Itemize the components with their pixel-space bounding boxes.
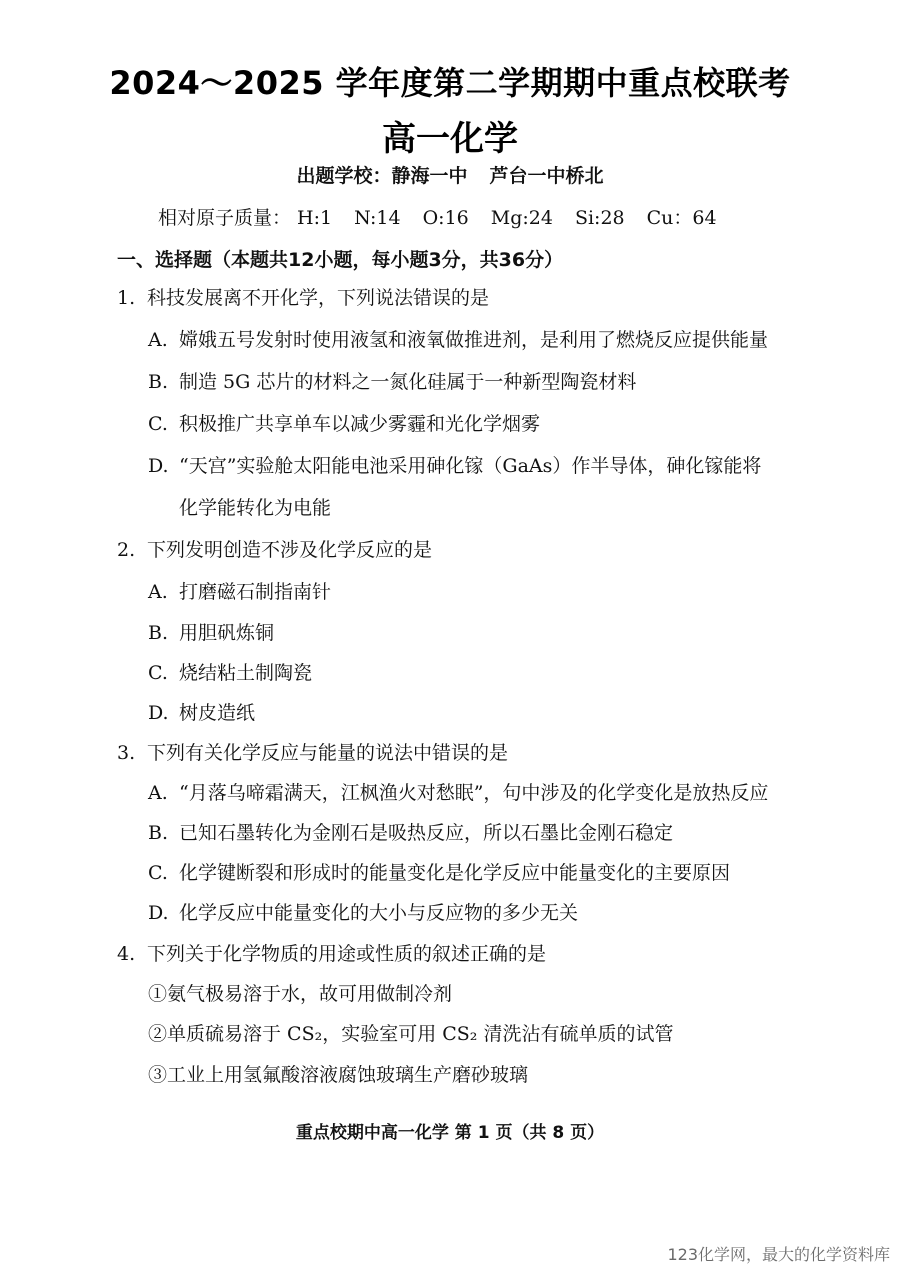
option-label: B. — [148, 622, 169, 644]
section-heading: 一、选择题（本题共12小题，每小题3分，共36分） — [117, 249, 564, 271]
option-continuation: 化学能转化为电能 — [179, 497, 332, 519]
option-label: C. — [148, 413, 168, 435]
question-stem — [117, 744, 508, 763]
option — [148, 373, 636, 392]
option-label: B. — [148, 822, 169, 844]
question-stem — [117, 289, 489, 308]
subject-title: 高一化学 — [382, 119, 518, 159]
question-stem — [117, 541, 432, 560]
atomic-mass-label: 相对原子质量： — [158, 207, 292, 229]
option-text: 打磨磁石制指南针 — [179, 581, 332, 603]
option-label: D. — [148, 902, 169, 924]
atomic-mass-item: Cu：64 — [646, 207, 717, 229]
option-label: C. — [148, 862, 168, 884]
option — [148, 664, 312, 683]
atomic-mass-item: Mg:24 — [490, 207, 553, 229]
option — [148, 864, 730, 883]
option-text: “天宫”实验舱太阳能电池采用砷化镓（GaAs）作半导体，砷化镓能将 — [179, 455, 762, 477]
option-text: 已知石墨转化为金刚石是吸热反应，所以石墨比金刚石稳定 — [179, 822, 674, 844]
site-watermark: 123化学网，最大的化学资料库 — [667, 1245, 890, 1264]
option-text: 制造 5G 芯片的材料之一氮化硅属于一种新型陶瓷材料 — [179, 371, 637, 393]
question-number: 3. — [117, 742, 136, 764]
setter-school-1: 出题学校：静海一中 — [296, 165, 468, 187]
option-label: A. — [148, 329, 168, 351]
option — [148, 824, 673, 843]
option — [148, 457, 761, 476]
question-text: 科技发展离不开化学，下列说法错误的是 — [147, 287, 490, 309]
atomic-mass-item: Si:28 — [574, 207, 625, 229]
question-number: 4. — [117, 943, 136, 965]
option — [148, 704, 255, 723]
option-label: B. — [148, 371, 169, 393]
statement: ③工业上用氢氟酸溶液腐蚀玻璃生产磨砂玻璃 — [148, 1064, 529, 1086]
option-text: 树皮造纸 — [179, 702, 256, 724]
option-label: A. — [148, 782, 168, 804]
option-label: C. — [148, 662, 168, 684]
atomic-mass-item: N:14 — [354, 207, 401, 229]
option-label: D. — [148, 702, 169, 724]
option-text: “月落乌啼霜满天，江枫渔火对愁眠”，句中涉及的化学变化是放热反应 — [179, 782, 769, 804]
option-label: D. — [148, 455, 169, 477]
question-text: 下列关于化学物质的用途或性质的叙述正确的是 — [147, 943, 547, 965]
option-text: 化学键断裂和形成时的能量变化是化学反应中能量变化的主要原因 — [179, 862, 731, 884]
option-text: 烧结粘土制陶瓷 — [179, 662, 313, 684]
atomic-mass-line — [158, 203, 717, 230]
statement: ②单质硫易溶于 CS₂，实验室可用 CS₂ 清洗沾有硫单质的试管 — [148, 1023, 674, 1045]
option — [148, 784, 768, 803]
question-number: 2. — [117, 539, 136, 561]
option-label: A. — [148, 581, 168, 603]
question-text: 下列有关化学反应与能量的说法中错误的是 — [147, 742, 509, 764]
question-number: 1. — [117, 287, 136, 309]
page-footer: 重点校期中高一化学 第 1 页（共 8 页） — [295, 1123, 605, 1143]
atomic-mass-item: H:1 — [297, 207, 333, 229]
option-text: 嫦娥五号发射时使用液氢和液氧做推进剂，是利用了燃烧反应提供能量 — [179, 329, 769, 351]
option-text: 化学反应中能量变化的大小与反应物的多少无关 — [179, 902, 579, 924]
statement: ①氨气极易溶于水，故可用做制冷剂 — [148, 983, 453, 1005]
question-stem — [117, 945, 546, 964]
option-text: 积极推广共享单车以减少雾霾和光化学烟雾 — [179, 413, 541, 435]
option-text: 用胆矾炼铜 — [179, 622, 275, 644]
question-text: 下列发明创造不涉及化学反应的是 — [147, 539, 433, 561]
option — [148, 583, 331, 602]
setter-school-2: 芦台一中桥北 — [489, 165, 604, 187]
option — [148, 415, 540, 434]
option — [148, 624, 274, 643]
setter-schools — [0, 161, 900, 188]
atomic-mass-item: O:16 — [422, 207, 469, 229]
option — [148, 904, 578, 923]
option — [148, 331, 768, 350]
exam-title: 2024～2025 学年度第二学期期中重点校联考 — [109, 64, 791, 102]
